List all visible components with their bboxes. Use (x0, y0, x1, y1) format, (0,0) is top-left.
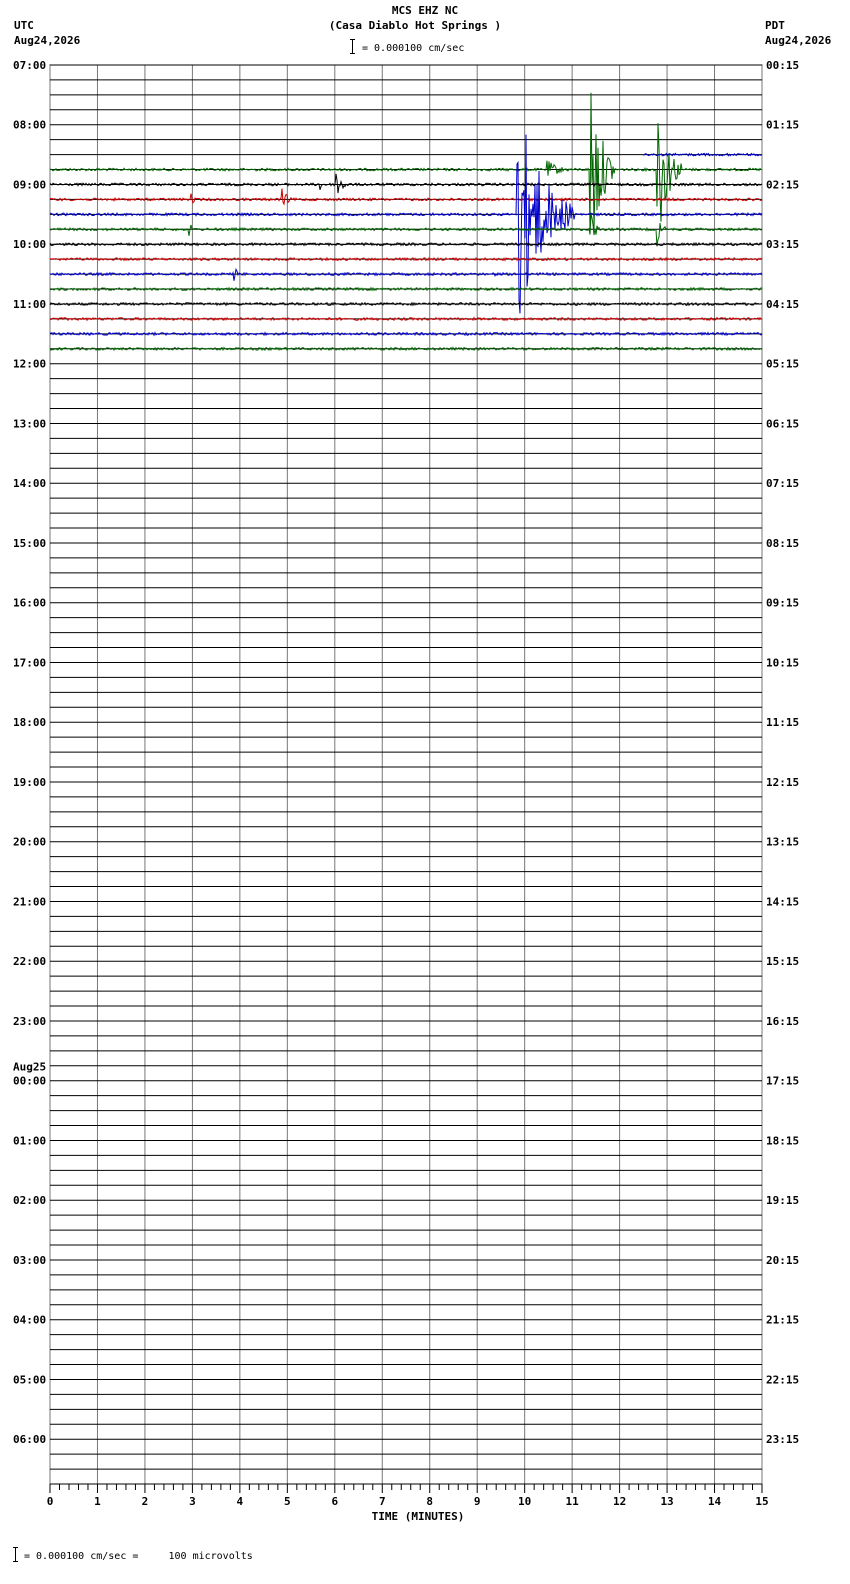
pdt-hour-label: 21:15 (766, 1313, 800, 1327)
seismic-trace (50, 333, 762, 336)
utc-hour-label: 15:00 (13, 536, 47, 550)
footer-scale-bar-icon (15, 1547, 16, 1561)
pdt-date-label: Aug24,2026 (765, 34, 832, 47)
pdt-zone-label: PDT (765, 19, 785, 32)
x-tick-label: 0 (46, 1495, 54, 1508)
x-tick-label: 8 (426, 1495, 434, 1508)
utc-hour-label: 17:00 (13, 656, 47, 670)
pdt-hour-label: 19:15 (766, 1194, 800, 1208)
pdt-hour-label: 03:15 (766, 238, 800, 252)
pdt-hour-label: 02:15 (766, 178, 800, 192)
utc-hour-label: 03:00 (13, 1253, 47, 1267)
x-tick-label: 13 (660, 1495, 674, 1508)
x-tick-label: 14 (707, 1495, 722, 1508)
utc-hour-label: 14:00 (13, 477, 47, 491)
x-tick-label: 1 (94, 1495, 101, 1508)
scale-bar-icon (352, 39, 353, 53)
pdt-hour-label: 11:15 (766, 716, 800, 730)
x-tick-label: 11 (565, 1495, 579, 1508)
x-tick-label: 6 (331, 1495, 339, 1508)
utc-hour-label: 02:00 (13, 1194, 47, 1208)
utc-hour-label: 21:00 (13, 895, 47, 909)
utc-hour-label: 10:00 (13, 238, 47, 252)
pdt-hour-label: 09:15 (766, 596, 800, 610)
utc-hour-label: 22:00 (13, 955, 47, 969)
x-tick-label: 2 (141, 1495, 149, 1508)
utc-hour-label: 00:00 (13, 1074, 47, 1088)
utc-hour-label: 11:00 (13, 297, 47, 311)
x-axis-label: TIME (MINUTES) (371, 1510, 465, 1523)
pdt-hour-label: 23:15 (766, 1433, 800, 1447)
utc-hour-label: 05:00 (13, 1373, 47, 1387)
seismic-trace (50, 189, 762, 205)
utc-hour-label: 08:00 (13, 118, 47, 132)
seismic-trace (50, 258, 762, 261)
seismic-trace (643, 153, 761, 156)
utc-zone-label: UTC (14, 19, 34, 32)
pdt-hour-label: 20:15 (766, 1253, 800, 1267)
x-tick-label: 4 (236, 1495, 244, 1508)
x-tick-label: 7 (378, 1495, 386, 1508)
footer-scale-label: = 0.000100 cm/sec = 100 microvolts (24, 1551, 253, 1562)
utc-hour-label: 12:00 (13, 357, 47, 371)
utc-hour-label: 07:00 (13, 59, 47, 72)
utc-date-label: Aug24,2026 (14, 34, 81, 47)
pdt-hour-label: 15:15 (766, 955, 800, 969)
utc-hour-label: 06:00 (13, 1433, 47, 1447)
seismic-trace (50, 288, 762, 291)
x-tick-label: 3 (189, 1495, 196, 1508)
seismic-trace (50, 303, 762, 306)
pdt-hour-label: 00:15 (766, 59, 800, 72)
seismic-trace (50, 269, 762, 280)
x-tick-label: 12 (612, 1495, 627, 1508)
seismic-trace (50, 174, 762, 193)
pdt-hour-label: 13:15 (766, 835, 800, 849)
utc-hour-label: 20:00 (13, 835, 47, 849)
pdt-hour-label: 16:15 (766, 1014, 800, 1028)
pdt-hour-label: 22:15 (766, 1373, 800, 1387)
pdt-hour-label: 12:15 (766, 775, 800, 789)
pdt-hour-label: 17:15 (766, 1074, 800, 1088)
x-tick-label: 10 (518, 1495, 532, 1508)
seismic-trace (50, 135, 762, 314)
pdt-hour-label: 18:15 (766, 1134, 800, 1148)
x-tick-label: 9 (473, 1495, 481, 1508)
x-tick-label: 5 (284, 1495, 291, 1508)
date-change-label: Aug25 (13, 1060, 47, 1074)
pdt-hour-label: 08:15 (766, 536, 800, 550)
pdt-hour-label: 04:15 (766, 297, 800, 311)
utc-hour-label: 18:00 (13, 716, 47, 730)
utc-hour-label: 16:00 (13, 596, 47, 610)
utc-hour-label: 13:00 (13, 417, 47, 431)
station-location: (Casa Diablo Hot Springs ) (328, 19, 502, 32)
seismic-trace (50, 93, 762, 230)
utc-hour-label: 04:00 (13, 1313, 47, 1327)
utc-hour-label: 19:00 (13, 775, 47, 789)
pdt-hour-label: 06:15 (766, 417, 800, 431)
utc-hour-label: 01:00 (13, 1134, 47, 1148)
station-title: MCS EHZ NC (391, 4, 459, 17)
pdt-hour-label: 10:15 (766, 656, 800, 670)
pdt-hour-label: 07:15 (766, 477, 800, 491)
pdt-hour-label: 14:15 (766, 895, 800, 909)
pdt-hour-label: 01:15 (766, 118, 800, 132)
seismic-trace (50, 214, 762, 247)
utc-hour-label: 23:00 (13, 1014, 47, 1028)
x-tick-label: 15 (755, 1495, 769, 1508)
pdt-hour-label: 05:15 (766, 357, 800, 371)
scale-label: = 0.000100 cm/sec (362, 43, 465, 54)
plot-frame (50, 65, 762, 1484)
utc-hour-label: 09:00 (13, 178, 47, 192)
